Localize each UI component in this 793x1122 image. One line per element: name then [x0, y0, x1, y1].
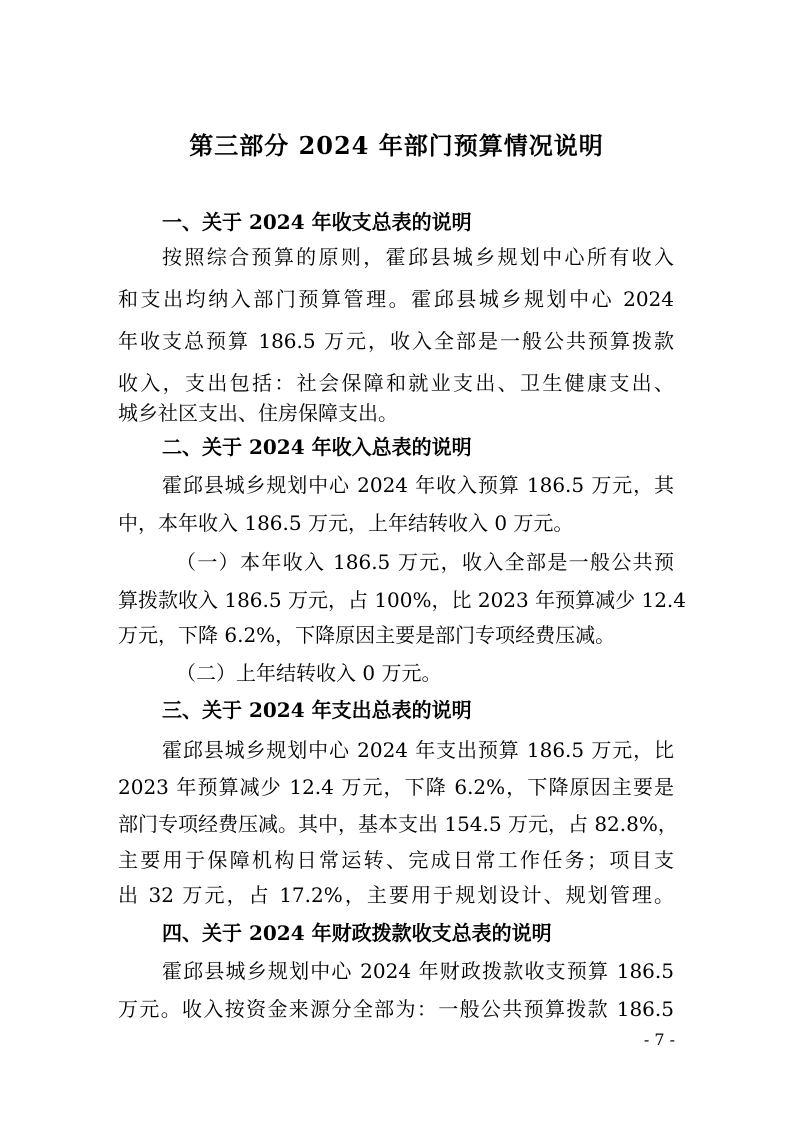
paragraph-line: 万元，下降 6.2%，下降原因主要是部门专项经费压减。 — [118, 623, 616, 647]
paragraph-line: 霍邱县城乡规划中心 2024 年收入预算 186.5 万元，其 — [162, 473, 674, 497]
paragraph-line: 霍邱县城乡规划中心 2024 年支出预算 186.5 万元，比 — [162, 738, 674, 762]
paragraph-line: 中，本年收入 186.5 万元，上年结转收入 0 万元。 — [118, 511, 574, 535]
section-heading-1: 一、关于 2024 年收支总表的说明 — [162, 210, 472, 234]
paragraph-line: （二）上年结转收入 0 万元。 — [176, 661, 442, 685]
section-heading-2: 二、关于 2024 年收入总表的说明 — [162, 435, 472, 459]
section-heading-4: 四、关于 2024 年财政拨款收支总表的说明 — [162, 921, 552, 945]
paragraph-line: 2023 年预算减少 12.4 万元，下降 6.2%，下降原因主要是 — [118, 775, 674, 799]
page-title: 第三部分 2024 年部门预算情况说明 — [189, 131, 604, 160]
paragraph-line: 年收支总预算 186.5 万元，收入全部是一般公共预算拨款 — [118, 329, 674, 353]
paragraph-line: 主要用于保障机构日常运转、完成日常工作任务；项目支 — [118, 848, 674, 872]
paragraph-line: 霍邱县城乡规划中心 2024 年财政拨款收支预算 186.5 — [162, 959, 674, 983]
paragraph-line: 算拨款收入 186.5 万元，占 100%，比 2023 年预算减少 12.4 — [118, 588, 687, 612]
paragraph-line: 出 32 万元，占 17.2%，主要用于规划设计、规划管理。 — [118, 883, 674, 907]
paragraph-line: 城乡社区支出、住房保障支出。 — [118, 401, 398, 425]
paragraph-line: 和支出均纳入部门预算管理。霍邱县城乡规划中心 2024 — [118, 287, 674, 311]
paragraph-line: 按照综合预算的原则，霍邱县城乡规划中心所有收入 — [162, 245, 674, 269]
page-number: - 7 - — [643, 1030, 675, 1049]
paragraph-line: （一）本年收入 186.5 万元，收入全部是一般公共预 — [176, 550, 674, 574]
paragraph-line: 收入，支出包括：社会保障和就业支出、卫生健康支出、 — [118, 371, 674, 395]
paragraph-line: 部门专项经费压减。其中，基本支出 154.5 万元，占 82.8%， — [118, 812, 678, 836]
section-heading-3: 三、关于 2024 年支出总表的说明 — [162, 698, 472, 722]
paragraph-line: 万元。收入按资金来源分全部为：一般公共预算拨款 186.5 — [118, 997, 674, 1021]
